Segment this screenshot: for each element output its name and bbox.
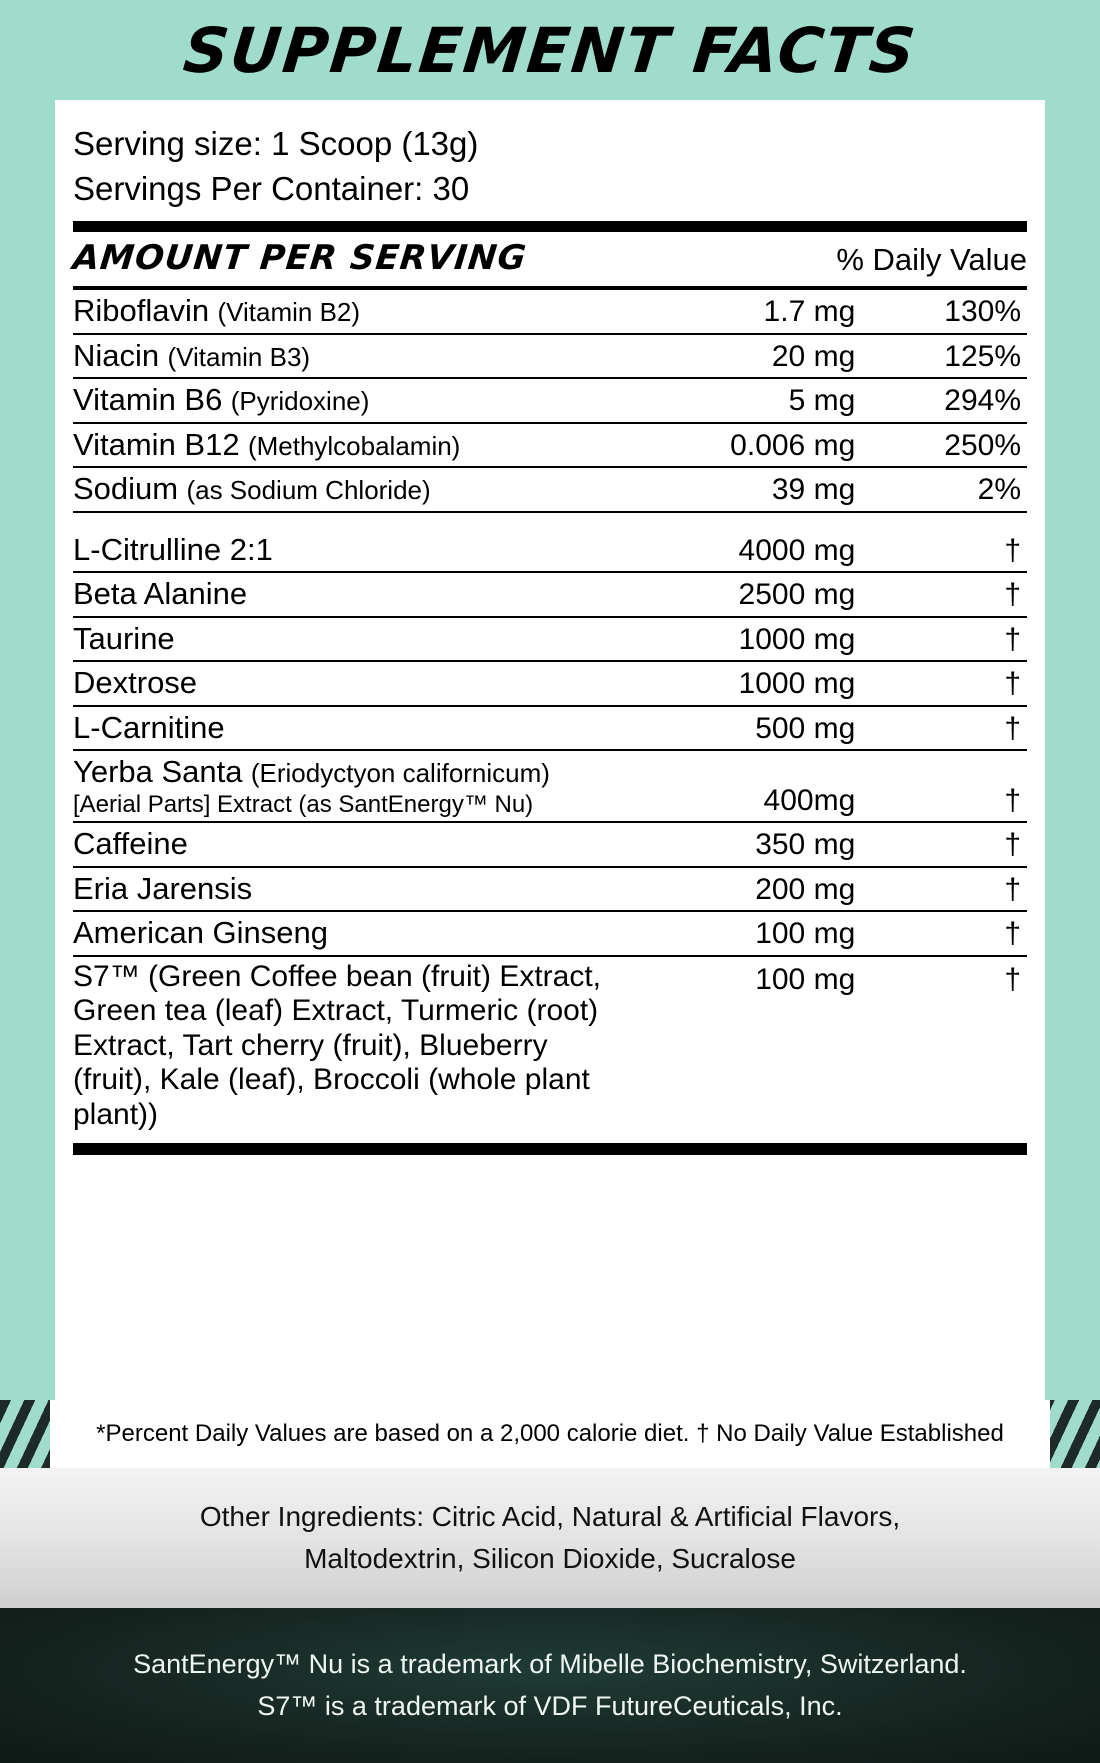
- table-row: [73, 822, 1027, 867]
- serving-size: Serving size: 1 Scoop (13g): [73, 125, 479, 162]
- nutrient-name: L-Citrulline 2:1: [73, 531, 273, 567]
- nutrient-amount: 2500 mg: [626, 572, 855, 617]
- nutrient-sub: (Pyridoxine): [230, 386, 370, 417]
- nutrient-dv: 125%: [855, 334, 1027, 379]
- servings-per-container: Servings Per Container: 30: [73, 169, 470, 207]
- nutrient-sub: (Methylcobalamin): [247, 430, 461, 461]
- other-ingredients-line-2: Maltodextrin, Silicon Dioxide, Sucralose: [304, 1543, 796, 1574]
- s7-blend-description: S7™ (Green Coffee bean (fruit) Extract, Green tea (leaf) Extract, Turmeric (root) Extract, Tart cherry (fruit), Blueberry (fruit), Kale (leaf), Broccoli (whole plant plant)): [73, 959, 602, 1131]
- nutrient-name-cell: [73, 423, 626, 468]
- nutrient-amount: 1.7 mg: [626, 290, 855, 334]
- header-band: [0, 0, 1100, 100]
- nutrient-amount: 1000 mg: [626, 661, 855, 706]
- nutrient-dv: 130%: [855, 290, 1027, 334]
- nutrient-sub: (as Sodium Chloride): [186, 475, 431, 506]
- nutrient-amount: 39 mg: [626, 467, 855, 512]
- nutrient-name-cell: [73, 467, 626, 512]
- nutrient-amount: 4000 mg: [626, 529, 855, 573]
- trademark-line-2: S7™ is a trademark of VDF FutureCeuticals, Inc.: [257, 1690, 843, 1721]
- section-gap: [73, 512, 1027, 529]
- nutrition-table: [70, 232, 1027, 286]
- nutrient-amount: 1000 mg: [626, 617, 855, 662]
- table-row: [73, 467, 1027, 512]
- table-row: [73, 423, 1027, 468]
- serving-info: [65, 122, 1035, 211]
- nutrient-amount: 100 mg: [755, 962, 856, 996]
- nutrient-amount: 20 mg: [626, 334, 855, 379]
- table-header-row: [73, 232, 1027, 286]
- nutrient-name: Dextrose: [73, 665, 198, 701]
- nutrient-dv: 294%: [855, 378, 1027, 423]
- nutrient-name: Eria Jarensis: [73, 870, 253, 906]
- nutrient-name: L-Carnitine: [73, 709, 225, 745]
- nutrient-sub-line2: [Aerial Parts] Extract (as SantEnergy™ Nu): [73, 790, 534, 818]
- page-title: SUPPLEMENT FACTS: [179, 13, 921, 87]
- nutrient-amount: 200 mg: [626, 867, 855, 912]
- nutrient-name: Vitamin B12: [73, 426, 240, 462]
- nutrient-name: Sodium: [73, 471, 179, 507]
- nutrient-name-cell: [73, 617, 626, 662]
- table-row: [73, 956, 1027, 1136]
- table-row: [73, 378, 1027, 423]
- nutrient-name: Yerba Santa: [73, 754, 243, 790]
- nutrient-dv: †: [1004, 962, 1021, 996]
- nutrient-dv: †: [855, 822, 1027, 867]
- nutrient-dv: †: [855, 529, 1027, 573]
- nutrient-dv: †: [855, 661, 1027, 706]
- nutrient-name: Taurine: [73, 620, 175, 656]
- nutrient-rows: [73, 290, 1027, 1135]
- table-row: [73, 290, 1027, 334]
- other-ingredients-band: [0, 1468, 1100, 1608]
- nutrient-name-cell: [73, 706, 626, 751]
- amount-per-serving-header: AMOUNT PER SERVING: [70, 238, 529, 279]
- nutrient-dv: †: [855, 706, 1027, 751]
- daily-value-footnote: *Percent Daily Values are based on a 2,000 calorie diet. † No Daily Value Established: [96, 1420, 1004, 1447]
- table-row: [73, 617, 1027, 662]
- table-row: [73, 706, 1027, 751]
- nutrient-dv: 2%: [855, 467, 1027, 512]
- table-row: [73, 572, 1027, 617]
- nutrient-sub: (Vitamin B2): [217, 297, 361, 328]
- nutrient-dv: †: [855, 911, 1027, 956]
- nutrient-name: Caffeine: [73, 826, 188, 862]
- trademark-line-1: SantEnergy™ Nu is a trademark of Mibelle Biochemistry, Switzerland.: [133, 1648, 967, 1679]
- footnote-stripe-band: [0, 1400, 1100, 1468]
- nutrient-amount: 0.006 mg: [626, 423, 855, 468]
- nutrient-name-cell: [73, 290, 626, 334]
- nutrient-name: Beta Alanine: [73, 576, 248, 612]
- other-ingredients-line-1: Other Ingredients: Citric Acid, Natural & Artificial Flavors,: [199, 1501, 901, 1532]
- nutrient-name-cell: [73, 378, 626, 423]
- table-row: [73, 529, 1027, 573]
- nutrient-amount: 400mg: [626, 750, 855, 822]
- divider-thick-top: [73, 221, 1027, 232]
- amount-per-serving-header-cell: [70, 232, 626, 286]
- table-row: [73, 911, 1027, 956]
- nutrient-name: American Ginseng: [73, 915, 329, 951]
- nutrient-amount: 5 mg: [626, 378, 855, 423]
- nutrient-name: Riboflavin: [73, 293, 210, 329]
- divider-thick-bottom: [73, 1143, 1027, 1155]
- nutrient-sub: (Vitamin B3): [167, 341, 311, 372]
- nutrient-name-cell: [73, 572, 626, 617]
- nutrient-dv: †: [855, 750, 1027, 822]
- nutrient-name-cell: [73, 822, 626, 867]
- nutrient-dv: †: [855, 617, 1027, 662]
- footnote-inner: [50, 1400, 1050, 1468]
- nutrient-dv: 250%: [855, 423, 1027, 468]
- nutrient-name: Niacin: [73, 337, 160, 373]
- table-row: [73, 661, 1027, 706]
- nutrient-sub: (Eriodyctyon californicum): [250, 758, 550, 789]
- nutrient-name-cell: [73, 334, 626, 379]
- nutrient-amount: 350 mg: [626, 822, 855, 867]
- nutrient-name-cell: [73, 529, 626, 573]
- nutrient-dv: †: [855, 572, 1027, 617]
- nutrient-amount: 100 mg: [626, 911, 855, 956]
- facts-panel: [55, 100, 1045, 1400]
- table-row: [73, 334, 1027, 379]
- nutrient-name-cell: [73, 867, 626, 912]
- trademark-band: [0, 1608, 1100, 1763]
- daily-value-header: % Daily Value: [836, 242, 1027, 278]
- daily-value-header-cell: [626, 232, 1027, 286]
- nutrient-name-cell: [73, 661, 626, 706]
- table-row: [73, 867, 1027, 912]
- nutrient-name: Vitamin B6: [73, 382, 223, 418]
- nutrient-dv: †: [855, 867, 1027, 912]
- nutrient-amount: 500 mg: [626, 706, 855, 751]
- table-row: [73, 750, 1027, 822]
- nutrient-name-cell: [73, 911, 626, 956]
- nutrient-name-cell: [73, 750, 626, 822]
